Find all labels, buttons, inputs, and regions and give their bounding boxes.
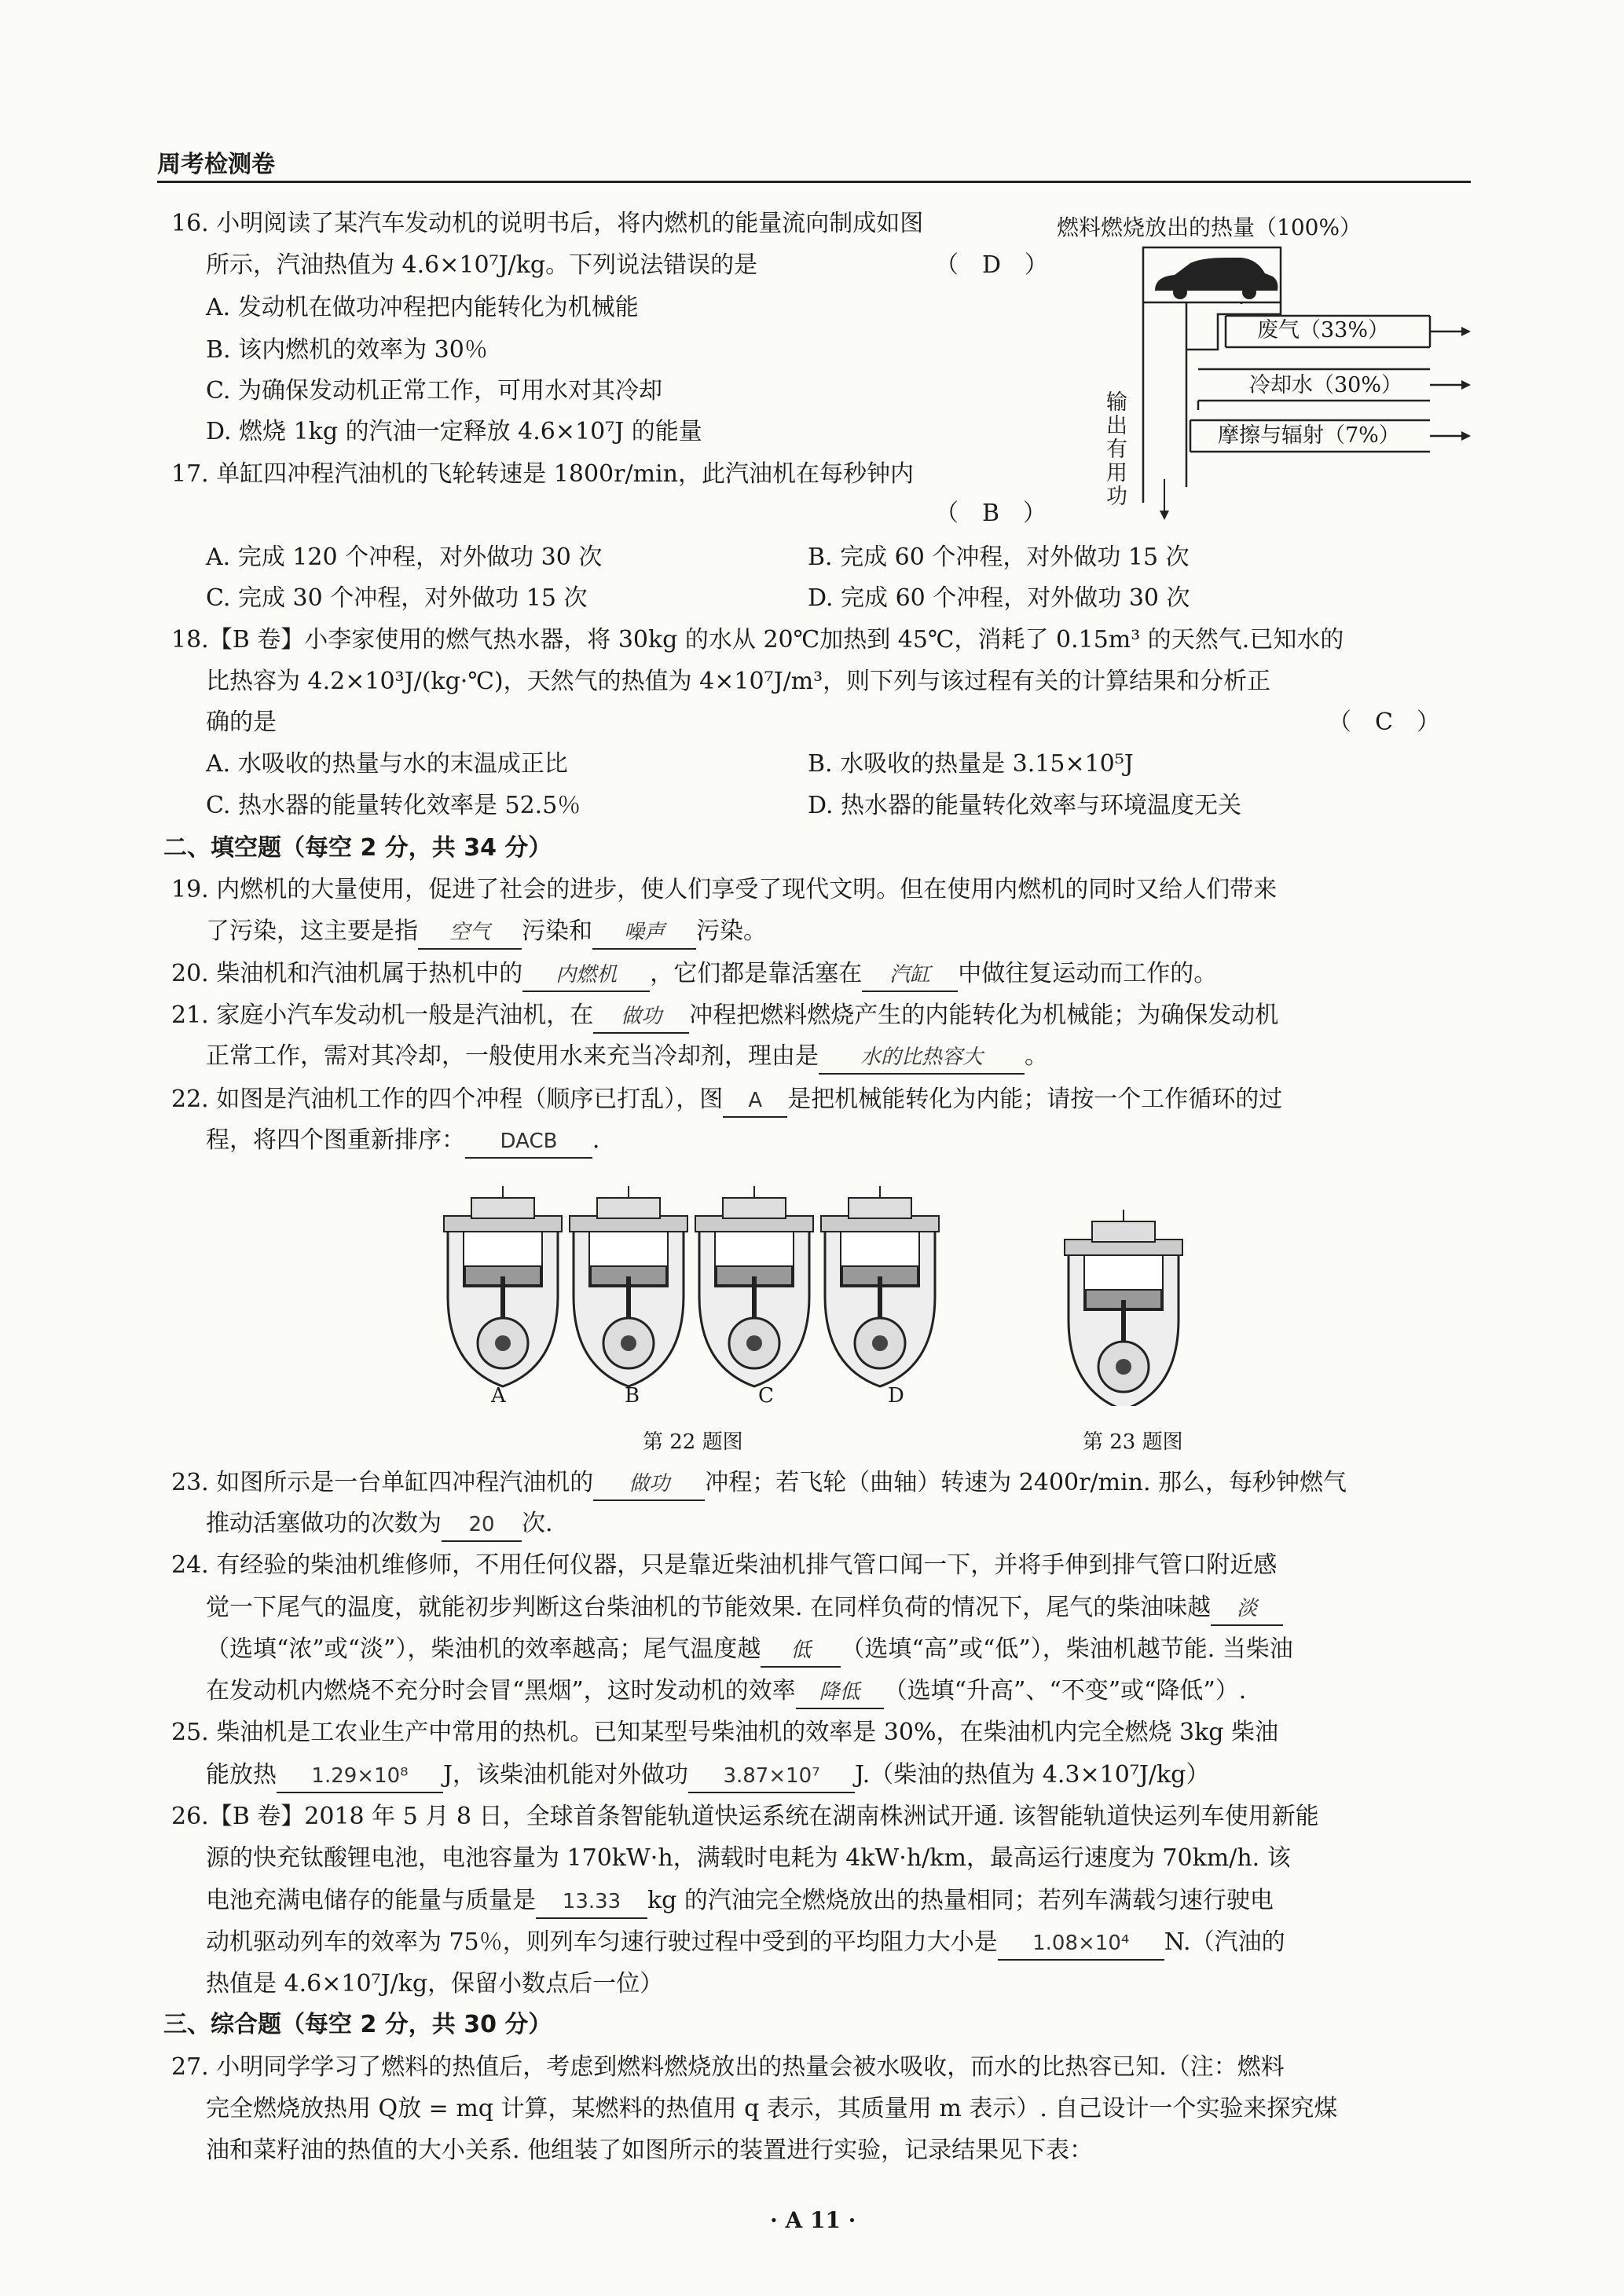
engine-figure-a xyxy=(444,1186,562,1386)
q24-line4: 在发动机内燃烧不充分时会冒“黑烟”，这时发动机的效率 降低 （选填“升高”、“不变”或“降低”）. xyxy=(206,1675,1246,1709)
q17-option-d: D. 完成 60 个冲程，对外做功 30 次 xyxy=(808,584,1190,612)
energy-diagram-title: 燃料燃烧放出的热量（100%） xyxy=(1057,214,1362,240)
q22-answer-1: A xyxy=(723,1085,787,1118)
q17-stem: 17. 单缸四冲程汽油机的飞轮转速是 1800r/min，此汽油机在每秒钟内 xyxy=(171,460,914,488)
q27-line2: 完全燃烧放热用 Q放 = mq 计算，某燃料的热值用 q 表示，其质量用 m 表示）. 自己设计一个实验来探究煤 xyxy=(206,2095,1338,2122)
page-number: · A 11 · xyxy=(770,2207,856,2233)
q17-answer: （ B ） xyxy=(935,500,1047,527)
q16-option-a: A. 发动机在做功冲程把内能转化为机械能 xyxy=(206,294,639,321)
fig-label-a: A xyxy=(491,1384,506,1408)
q16-answer: （ D ） xyxy=(935,251,1049,279)
q21-line2: 正常工作，需对其冷却，一般使用水来充当冷却剂，理由是 水的比热容大 。 xyxy=(206,1041,1048,1075)
engine-stroke-figures xyxy=(440,1178,1226,1406)
diagram-exhaust-label: 废气（33%） xyxy=(1257,318,1390,342)
q25-line2: 能放热 1.29×10⁸ J，该柴油机能对外做功 3.87×10⁷ J.（柴油的热值为 4.3×10⁷J/kg） xyxy=(206,1760,1209,1793)
q16-option-c: C. 为确保发动机正常工作，可用水对其冷却 xyxy=(206,377,662,405)
q24-answer-1: 淡 xyxy=(1211,1593,1283,1626)
q18-option-a: A. 水吸收的热量与水的末温成正比 xyxy=(206,750,568,778)
q26-line4: 动机驱动列车的效率为 75％，则列车匀速行驶过程中受到的平均阻力大小是 1.08×10⁴ N.（汽油的 xyxy=(206,1927,1285,1961)
q21-answer-2: 水的比热容大 xyxy=(819,1042,1025,1075)
q26-line1: 26.【B 卷】2018 年 5 月 8 日，全球首条智能轨道快运系统在湖南株洲试开通. 该智能轨道快运列车使用新能 xyxy=(171,1803,1319,1830)
fig-label-d: D xyxy=(888,1384,904,1408)
q16-stem-line1: 16. 小明阅读了某汽车发动机的说明书后，将内燃机的能量流向制成如图 xyxy=(171,210,924,237)
q25-answer-1: 1.29×10⁸ xyxy=(277,1760,443,1793)
car-icon xyxy=(1155,258,1278,299)
q18-stem-line1: 18.【B 卷】小李家使用的燃气热水器，将 30kg 的水从 20℃加热到 45℃，消耗了 0.15m³ 的天然气.已知水的 xyxy=(171,626,1344,654)
q18-option-c: C. 热水器的能量转化效率是 52.5％ xyxy=(206,792,581,819)
q22-answer-2: DACB xyxy=(465,1126,592,1159)
diagram-coolant-label: 冷却水（30%） xyxy=(1249,373,1403,397)
fig-label-b: B xyxy=(625,1384,640,1408)
q20-line: 20. 柴油机和汽油机属于热机中的 内燃机 ，它们都是靠活塞在 汽缸 中做往复运动而工作的。 xyxy=(171,958,1217,992)
fig-label-c: C xyxy=(758,1384,774,1408)
q27-line3: 油和菜籽油的热值的大小关系. 他组装了如图所示的装置进行实验，记录结果见下表： xyxy=(206,2137,1094,2164)
engine-figure-d xyxy=(821,1186,939,1386)
q18-option-d: D. 热水器的能量转化效率与环境温度无关 xyxy=(808,792,1242,819)
q22-line2: 程，将四个图重新排序： DACB ． xyxy=(206,1125,616,1159)
q16-option-b: B. 该内燃机的效率为 30％ xyxy=(206,336,488,364)
q19-answer-1: 空气 xyxy=(418,917,522,950)
q26-answer-1: 13.33 xyxy=(536,1886,647,1919)
q17-option-b: B. 完成 60 个冲程，对外做功 15 次 xyxy=(808,544,1190,571)
q24-answer-2: 低 xyxy=(761,1635,841,1668)
q16-option-d: D. 燃烧 1kg 的汽油一定释放 4.6×10⁷J 的能量 xyxy=(206,418,702,445)
q18-stem-line2: 比热容为 4.2×10³J/(kg·℃)，天然气的热值为 4×10⁷J/m³，则下列与该过程有关的计算结果和分析正 xyxy=(206,668,1271,695)
q22-line1: 22. 如图是汽油机工作的四个冲程（顺序已打乱），图 A 是把机械能转化为内能；请按一个工作循环的过 xyxy=(171,1084,1282,1118)
q17-option-c: C. 完成 30 个冲程，对外做功 15 次 xyxy=(206,584,588,612)
q18-stem-line3: 确的是 xyxy=(206,709,277,736)
q23-line2: 推动活塞做功的次数为 20 次. xyxy=(206,1508,553,1542)
engine-figure-q23 xyxy=(1065,1210,1182,1406)
q26-line3: 电池充满电储存的能量与质量是 13.33 kg 的汽油完全燃烧放出的热量相同；若列车满载匀速行驶电 xyxy=(206,1885,1274,1919)
diagram-useful-work-label: 输 出 有 用 功 xyxy=(1106,390,1127,509)
page-header-title: 周考检测卷 xyxy=(157,151,275,178)
q26-answer-2: 1.08×10⁴ xyxy=(998,1928,1164,1961)
q20-answer-2: 汽缸 xyxy=(862,959,958,992)
q18-answer: （ C ） xyxy=(1328,709,1440,736)
q24-line1: 24. 有经验的柴油机维修师，不用任何仪器，只是靠近柴油机排气管口闻一下，并将手伸到排气管口附近感 xyxy=(171,1551,1278,1579)
q23-line1: 23. 如图所示是一台单缸四冲程汽油机的 做功 冲程；若飞轮（曲轴）转速为 2400r/min. 那么，每秒钟燃气 xyxy=(171,1467,1347,1501)
q26-line2: 源的快充钛酸锂电池，电池容量为 170kW·h，满载时电耗为 4kW·h/km，最高运行速度为 70km/h. 该 xyxy=(206,1844,1291,1872)
q21-line1: 21. 家庭小汽车发动机一般是汽油机，在 做功 冲程把燃料燃烧产生的内能转化为机械能；为确保发动机 xyxy=(171,1000,1278,1034)
q23-answer-2: 20 xyxy=(442,1509,522,1542)
q19-line1: 19. 内燃机的大量使用，促进了社会的进步，使人们享受了现代文明。但在使用内燃机的同时又给人们带来 xyxy=(171,876,1278,903)
q17-option-a: A. 完成 120 个冲程，对外做功 30 次 xyxy=(206,544,603,571)
q19-answer-2: 噪声 xyxy=(592,917,696,950)
q24-line3: （选填“浓”或“淡”），柴油机的效率越高；尾气温度越 低 （选填“高”或“低”），柴油机越节能. 当柴油 xyxy=(206,1634,1293,1668)
diagram-friction-label: 摩擦与辐射（7%） xyxy=(1218,423,1400,448)
header-rule xyxy=(157,181,1471,183)
q21-answer-1: 做功 xyxy=(593,1001,689,1034)
q20-answer-1: 内燃机 xyxy=(522,959,650,992)
q26-line5: 热值是 4.6×10⁷J/kg，保留小数点后一位） xyxy=(206,1970,664,1998)
section-3-heading: 三、综合题（每空 2 分，共 30 分） xyxy=(163,2011,552,2038)
q24-line2: 觉一下尾气的温度，就能初步判断这台柴油机的节能效果. 在同样负荷的情况下，尾气的柴油味越 淡 xyxy=(206,1592,1283,1626)
q18-option-b: B. 水吸收的热量是 3.15×10⁵J xyxy=(808,750,1134,778)
fig23-caption: 第 23 题图 xyxy=(1083,1430,1183,1454)
engine-figure-c xyxy=(695,1186,813,1386)
q24-answer-3: 降低 xyxy=(796,1676,884,1709)
q27-line1: 27. 小明同学学习了燃料的热值后，考虑到燃料燃烧放出的热量会被水吸收，而水的比热容已知.（注：燃料 xyxy=(171,2053,1285,2081)
q16-stem-line2: 所示，汽油热值为 4.6×10⁷J/kg。下列说法错误的是 xyxy=(206,251,758,279)
section-2-heading: 二、填空题（每空 2 分，共 34 分） xyxy=(163,834,552,862)
engine-figure-b xyxy=(570,1186,687,1386)
q25-line1: 25. 柴油机是工农业生产中常用的热机。已知某型号柴油机的效率是 30%，在柴油机内完全燃烧 3kg 柴油 xyxy=(171,1719,1279,1746)
q19-line2: 了污染，这主要是指 空气 污染和 噪声 污染。 xyxy=(206,916,767,950)
fig22-caption: 第 22 题图 xyxy=(643,1430,743,1454)
q25-answer-2: 3.87×10⁷ xyxy=(688,1760,855,1793)
q23-answer-1: 做功 xyxy=(593,1468,705,1501)
